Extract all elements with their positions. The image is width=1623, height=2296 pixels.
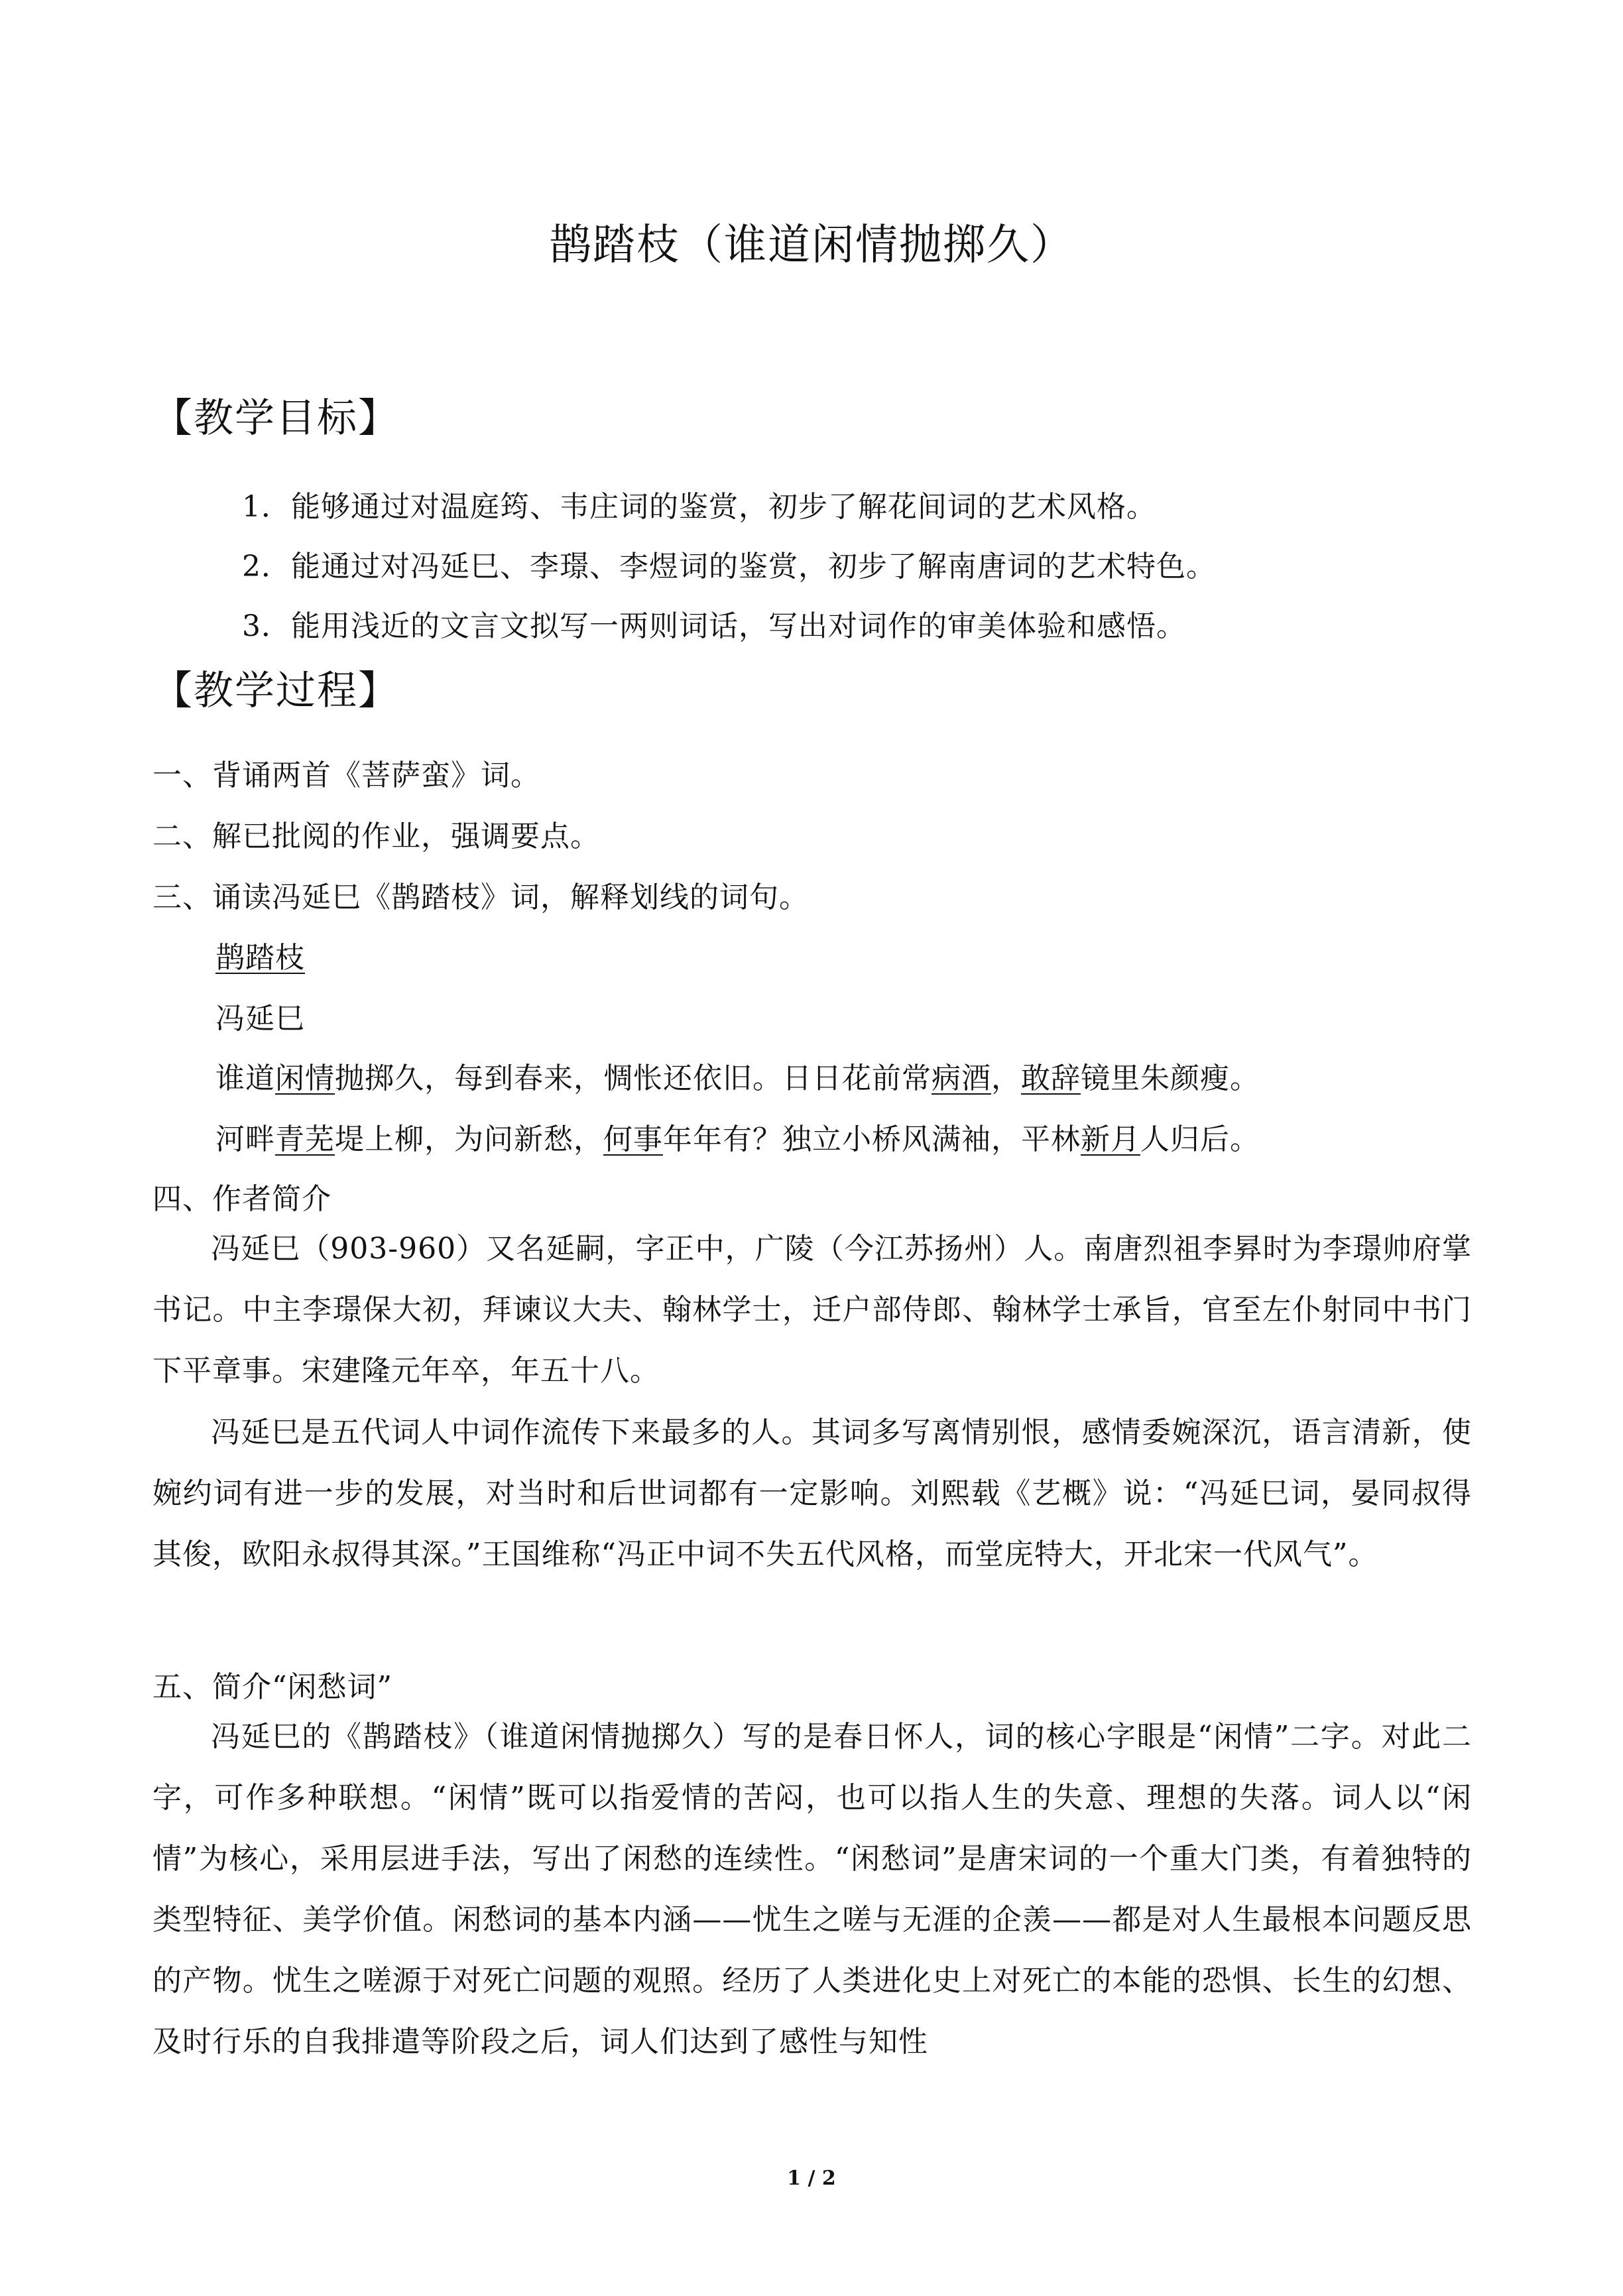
heading-teaching-process: 【教学过程】 xyxy=(152,668,399,714)
poem-text: 抛掷久，每到春来，惆怅还依旧。日日花前常 xyxy=(335,1061,932,1095)
document-title: 鹊踏枝（谁道闲情抛掷久） xyxy=(549,221,1074,270)
underlined-phrase: 新月 xyxy=(1081,1122,1140,1156)
poem-line-1 xyxy=(215,1054,1260,1097)
underlined-phrase: 青芜 xyxy=(275,1122,335,1156)
underlined-phrase: 敢辞 xyxy=(1021,1061,1081,1095)
xianchou-paragraph: 冯延巳的《鹊踏枝》（谁道闲情抛掷久）写的是春日怀人，词的核心字眼是“闲情”二字。对此二字，可作多种联想。“闲情”既可以指爱情的苦闷，也可以指人生的失意、理想的失落。词人以“闲情”为核心，采用层进手法，写出了闲愁的连续性。“闲愁词”是唐宋词的一个重大门类，有着独特的类型特征、美学价值。闲愁词的基本内涵——忧生之嗟与无涯的企羡——都是对人生最根本问题反思的产物。忧生之嗟源于对死亡问题的观照。经历了人类进化史上对死亡的本能的恐惧、长生的幻想、及时行乐的自我排遣等阶段之后，词人们达到了感性与知性 xyxy=(152,1720,1472,2059)
heading-teaching-goals: 【教学目标】 xyxy=(152,395,399,442)
author-bio-paragraph: 冯延巳（903-960）又名延嗣，字正中，广陵（今江苏扬州）人。南唐烈祖李昪时为李璟帅府掌书记。中主李璟保大初，拜谏议大夫、翰林学士，迁户部侍郎、翰林学士承旨，官至左仆射同中书门下平章事。宋建隆元年卒，年五十八。 xyxy=(152,1232,1472,1388)
step-3: 三、诵读冯延巳《鹊踏枝》词，解释划线的词句。 xyxy=(152,880,809,914)
poem-title: 鹊踏枝 xyxy=(215,941,305,975)
poem-text: 谁道 xyxy=(215,1061,275,1095)
goal-item-1: 1．能够通过对温庭筠、韦庄词的鉴赏，初步了解花间词的艺术风格。 xyxy=(242,490,1156,524)
step-1: 一、背诵两首《菩萨蛮》词。 xyxy=(152,758,540,792)
author-style-paragraph: 冯延巳是五代词人中词作流传下来最多的人。其词多写离情别恨，感情委婉深沉，语言清新，使婉约词有进一步的发展，对当时和后世词都有一定影响。刘熙载《艺概》说：“冯延巳词，晏同叔得其俊，欧阳永叔得其深。”王国维称“冯正中词不失五代风格，而堂庑特大，开北宋一代风气”。 xyxy=(152,1416,1472,1571)
page-number: 1 / 2 xyxy=(787,2167,836,2190)
goal-item-2: 2．能通过对冯延巳、李璟、李煜词的鉴赏，初步了解南唐词的艺术特色。 xyxy=(242,550,1216,583)
poem-author: 冯延巳 xyxy=(215,1002,305,1036)
step-2: 二、解已批阅的作业，强调要点。 xyxy=(152,819,600,853)
poem-text: 河畔 xyxy=(215,1122,275,1156)
poem-text: 镜里朱颜瘦。 xyxy=(1081,1061,1260,1095)
poem-text: 人归后。 xyxy=(1140,1122,1260,1156)
poem-text: 堤上柳，为问新愁， xyxy=(335,1122,603,1156)
poem-text: 年年有？独立小桥风满袖，平林 xyxy=(663,1122,1081,1156)
poem-line-2 xyxy=(215,1115,1260,1158)
underlined-phrase: 何事 xyxy=(603,1122,663,1156)
step-4: 四、作者简介 xyxy=(152,1182,331,1216)
poem-text: ， xyxy=(991,1061,1021,1095)
goal-item-3: 3．能用浅近的文言文拟写一两则词话，写出对词作的审美体验和感悟。 xyxy=(242,609,1186,643)
underlined-phrase: 病酒 xyxy=(932,1061,991,1095)
underlined-phrase: 闲情 xyxy=(275,1061,335,1095)
step-5: 五、简介“闲愁词” xyxy=(152,1670,392,1704)
